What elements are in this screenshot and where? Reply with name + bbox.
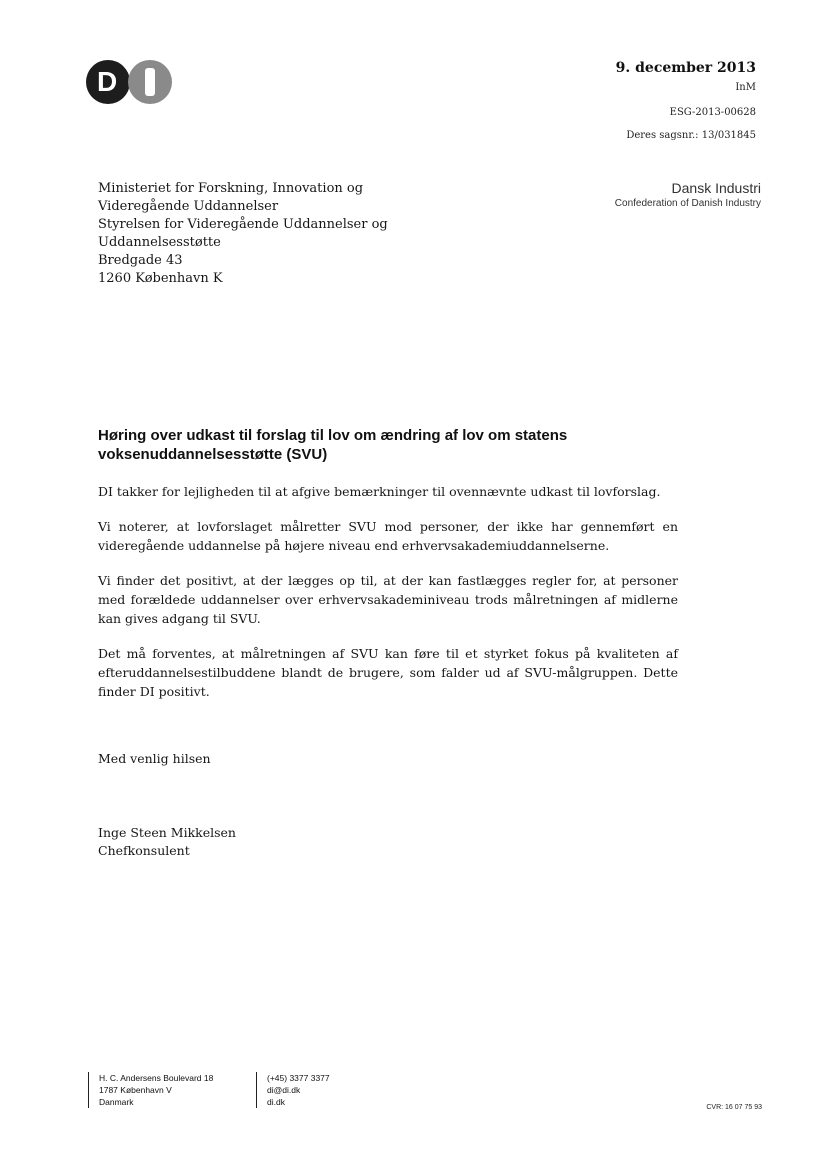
di-logo bbox=[86, 60, 176, 104]
company-name: Dansk Industri bbox=[671, 180, 761, 196]
address-line: Bredgade 43 bbox=[98, 253, 183, 268]
letter-subject: Høring over udkast til forslag til lov om ændring af lov om statens voksenuddannelsesstøtte (SVU) bbox=[98, 427, 568, 463]
address-line: 1260 København K bbox=[98, 271, 223, 286]
address-line: Uddannelsesstøtte bbox=[98, 235, 221, 250]
address-line: Videregående Uddannelser bbox=[98, 199, 279, 214]
letter-date: 9. december 2013 bbox=[615, 60, 756, 76]
body-paragraph: Vi noterer, at lovforslaget målretter SVU mod personer, der ikke har gennemført en videregående uddannelse på højere niveau end erhvervsakademiuddannelserne. bbox=[98, 519, 678, 553]
logo-d-circle: D bbox=[86, 60, 130, 104]
closing-phrase: Med venlig hilsen bbox=[98, 751, 211, 766]
footer-website: di.dk bbox=[267, 1097, 285, 1107]
body-paragraph: Det må forventes, at målretningen af SVU kan føre til et styrket fokus på kvaliteten af efteruddannelsestilbuddene blandt de brugere, som falder ud af SVU-målgruppen. Dette finder DI positivt. bbox=[98, 646, 678, 699]
recipient-address bbox=[98, 180, 428, 288]
letter-body bbox=[98, 482, 678, 717]
footer-contact bbox=[256, 1072, 330, 1108]
letter-meta bbox=[616, 60, 756, 141]
footer-phone: (+45) 3377 3377 bbox=[267, 1073, 330, 1083]
signer-name: Inge Steen Mikkelsen bbox=[98, 825, 236, 840]
address-line: Ministeriet for Forskning, Innovation og bbox=[98, 181, 364, 196]
footer-line: 1787 København V bbox=[99, 1085, 172, 1095]
cvr-number: CVR: 16 07 75 93 bbox=[706, 1104, 762, 1111]
logo-i-circle bbox=[128, 60, 172, 104]
your-reference: Deres sagsnr.: 13/031845 bbox=[626, 130, 756, 141]
signer-title: Chefkonsulent bbox=[98, 843, 190, 858]
initials: InM bbox=[735, 82, 756, 93]
footer-line: Danmark bbox=[99, 1097, 134, 1107]
body-paragraph: Vi finder det positivt, at der lægges op til, at der kan fastlægges regler for, at personer med forældede uddannelser over erhvervsakademiniveau trods målretningen af midlerne kan gives adgang til SVU. bbox=[98, 573, 678, 626]
signature-block bbox=[98, 824, 236, 860]
company-subtitle: Confederation of Danish Industry bbox=[614, 198, 761, 209]
address-line: Styrelsen for Videregående Uddannelser og bbox=[98, 217, 388, 232]
footer-email: di@di.dk bbox=[267, 1085, 301, 1095]
body-paragraph: DI takker for lejligheden til at afgive bemærkninger til ovennævnte udkast til lovforslag. bbox=[98, 484, 661, 499]
footer-address bbox=[88, 1072, 213, 1108]
case-number: ESG-2013-00628 bbox=[669, 107, 756, 118]
company-block bbox=[615, 180, 761, 209]
footer-line: H. C. Andersens Boulevard 18 bbox=[99, 1073, 214, 1083]
